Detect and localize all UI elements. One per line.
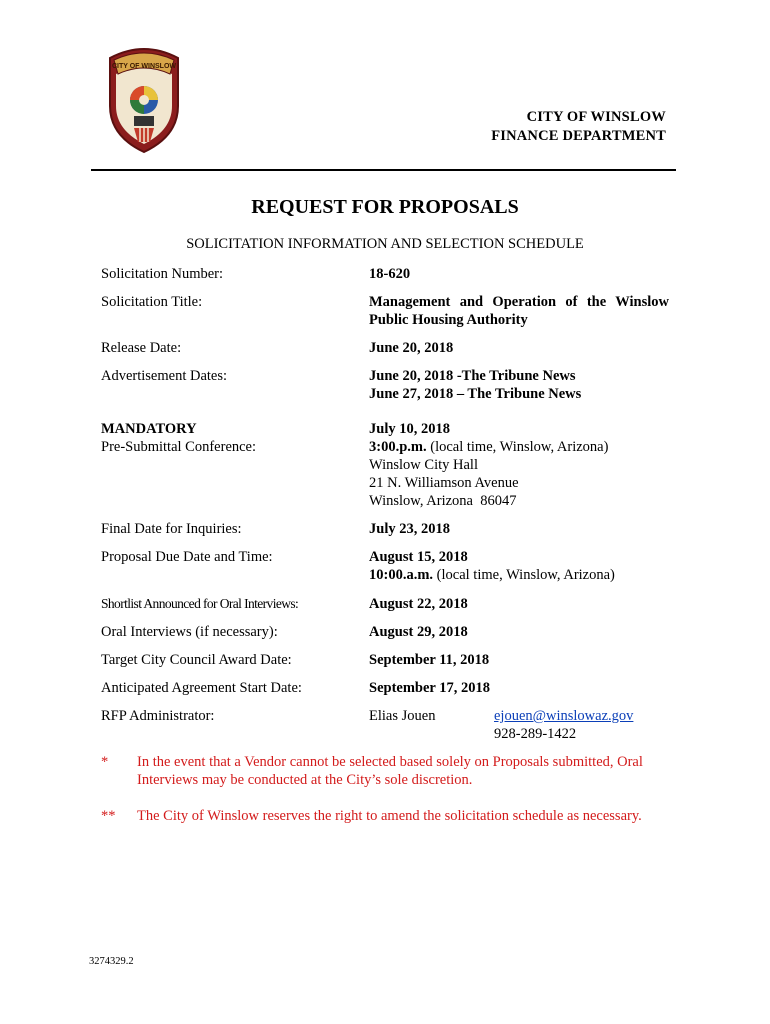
proposal-due-label: Proposal Due Date and Time: — [101, 549, 273, 565]
proposal-due-time-note: (local time, Winslow, Arizona) — [433, 567, 615, 583]
solicitation-title-label: Solicitation Title: — [101, 294, 203, 310]
proposal-due-date: August 15, 2018 — [369, 549, 468, 565]
oral-interviews-value: August 29, 2018 — [369, 624, 468, 640]
note-marker: * — [101, 754, 109, 770]
agreement-start-value: September 17, 2018 — [369, 680, 490, 696]
advertisement-date-2: June 27, 2018 – The Tribune News — [369, 386, 582, 402]
proposal-due-time — [369, 566, 669, 584]
presubmittal-city: Winslow, Arizona 86047 — [369, 493, 517, 509]
council-award-value: September 11, 2018 — [369, 652, 490, 668]
department-header — [491, 108, 666, 146]
solicitation-number-value: 18-620 — [369, 266, 411, 282]
page-subtitle: SOLICITATION INFORMATION AND SELECTION SCHEDULE — [186, 236, 584, 252]
note-text: The City of Winslow reserves the right to amend the solicitation schedule as necessary. — [137, 808, 642, 824]
org-name: CITY OF WINSLOW — [526, 109, 666, 125]
page-title: REQUEST FOR PROPOSALS — [251, 196, 519, 218]
final-inquiries-value: July 23, 2018 — [369, 521, 450, 537]
document-id: 3274329.2 — [89, 956, 134, 967]
presubmittal-time-note: (local time, Winslow, Arizona) — [426, 439, 609, 455]
header-divider — [91, 169, 676, 171]
release-date-value: June 20, 2018 — [369, 340, 454, 356]
final-inquiries-label: Final Date for Inquiries: — [101, 521, 242, 537]
presubmittal-time-value: 3:00.p.m. — [369, 439, 427, 455]
presubmittal-label: Pre-Submittal Conference: — [101, 439, 257, 455]
proposal-due-time-value: 10:00.a.m. — [369, 567, 434, 583]
presubmittal-date: July 10, 2018 — [369, 421, 450, 437]
rfp-admin-label: RFP Administrator: — [101, 708, 215, 724]
release-date-label: Release Date: — [101, 340, 182, 356]
presubmittal-place: Winslow City Hall — [369, 457, 478, 473]
rfp-admin-phone: 928-289-1422 — [494, 726, 577, 742]
advertisement-date-1: June 20, 2018 -The Tribune News — [369, 368, 576, 384]
note-marker: ** — [101, 808, 116, 824]
shortlist-label: Shortlist Announced for Oral Interviews: — [101, 596, 299, 611]
mandatory-label: MANDATORY — [101, 421, 197, 437]
rfp-admin-name: Elias Jouen — [369, 708, 436, 724]
advertisement-dates-label: Advertisement Dates: — [101, 368, 228, 384]
note-text: In the event that a Vendor cannot be selected based solely on Proposals submitted, Oral Interviews may be conducted at the City’s sole discretion. — [137, 754, 643, 788]
solicitation-title-value: Management and Operation of the Winslow Public Housing Authority — [369, 294, 669, 328]
seal-text: CITY OF WINSLOW — [111, 63, 177, 70]
agreement-start-label: Anticipated Agreement Start Date: — [101, 680, 302, 696]
presubmittal-street: 21 N. Williamson Avenue — [369, 475, 519, 491]
shortlist-value: August 22, 2018 — [369, 596, 468, 612]
rfp-admin-email-link[interactable]: ejouen@winslowaz.gov — [494, 708, 634, 724]
department-name: FINANCE DEPARTMENT — [491, 128, 666, 144]
council-award-label: Target City Council Award Date: — [101, 652, 292, 668]
presubmittal-time — [369, 438, 669, 456]
oral-interviews-label: Oral Interviews (if necessary): — [101, 624, 278, 640]
city-seal-logo — [104, 44, 184, 154]
solicitation-number-label: Solicitation Number: — [101, 266, 224, 282]
